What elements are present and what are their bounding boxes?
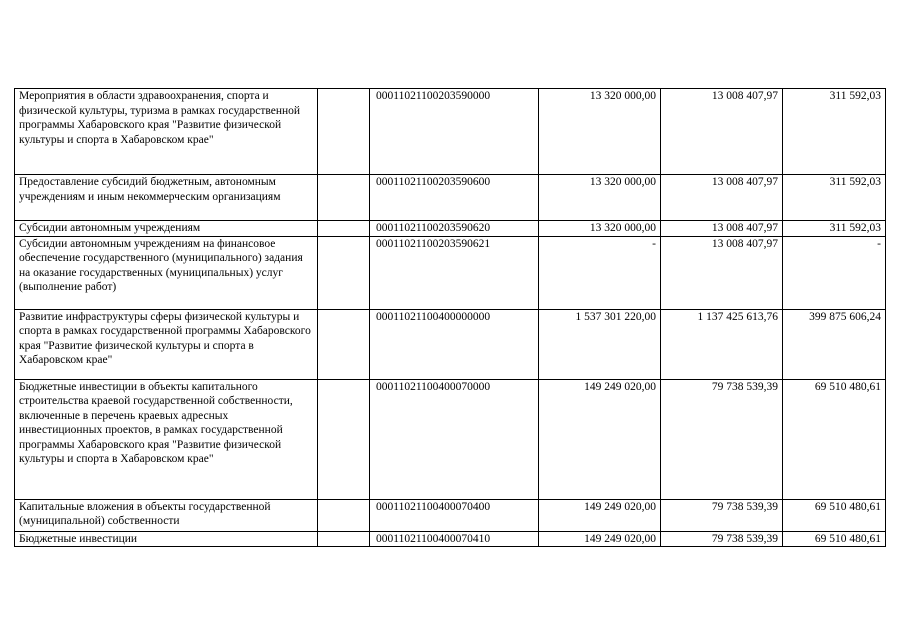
- remaining-amount-cell: 69 510 480,61: [783, 379, 886, 499]
- row-code-cell: 00011021100400070410: [370, 531, 539, 547]
- row-name-cell: Развитие инфраструктуры сферы физической культуры и спорта в рамках государственной программы Хабаровского края "Развитие физической культуры и спорта в Хабаровском крае": [15, 309, 318, 379]
- row-name-cell: Бюджетные инвестиции: [15, 531, 318, 547]
- table-row: [15, 175, 886, 221]
- empty-cell: [318, 379, 370, 499]
- row-name-cell: Бюджетные инвестиции в объекты капитального строительства краевой государственной собственности, включенные в перечень краевых адресных инвестиционных проектов, в рамках государственной программы Хабаровского края "Развитие физической культуры и спорта в Хабаровском крае": [15, 379, 318, 499]
- row-name-cell: Мероприятия в области здравоохранения, спорта и физической культуры, туризма в рамках государственной программы Хабаровского края "Развитие физической культуры и спорта в Хабаровском крае": [15, 89, 318, 175]
- approved-amount-cell: 149 249 020,00: [539, 379, 661, 499]
- remaining-amount-cell: 311 592,03: [783, 221, 886, 237]
- approved-amount-cell: 13 320 000,00: [539, 221, 661, 237]
- approved-amount-cell: 149 249 020,00: [539, 531, 661, 547]
- row-name-cell: Капитальные вложения в объекты государственной (муниципальной) собственности: [15, 499, 318, 531]
- empty-cell: [318, 499, 370, 531]
- row-code-cell: 00011021100203590600: [370, 175, 539, 221]
- table-row: [15, 499, 886, 531]
- row-name-cell: Предоставление субсидий бюджетным, автономным учреждениям и иным некоммерческим организациям: [15, 175, 318, 221]
- executed-amount-cell: 13 008 407,97: [661, 175, 783, 221]
- remaining-amount-cell: -: [783, 236, 886, 309]
- approved-amount-cell: 149 249 020,00: [539, 499, 661, 531]
- executed-amount-cell: 13 008 407,97: [661, 236, 783, 309]
- budget-execution-table: [14, 88, 886, 547]
- empty-cell: [318, 221, 370, 237]
- table-row: [15, 221, 886, 237]
- table-row: [15, 379, 886, 499]
- empty-cell: [318, 236, 370, 309]
- executed-amount-cell: 13 008 407,97: [661, 221, 783, 237]
- executed-amount-cell: 79 738 539,39: [661, 531, 783, 547]
- executed-amount-cell: 79 738 539,39: [661, 379, 783, 499]
- executed-amount-cell: 13 008 407,97: [661, 89, 783, 175]
- row-code-cell: 00011021100400070000: [370, 379, 539, 499]
- remaining-amount-cell: 69 510 480,61: [783, 499, 886, 531]
- remaining-amount-cell: 69 510 480,61: [783, 531, 886, 547]
- empty-cell: [318, 531, 370, 547]
- row-code-cell: 00011021100400000000: [370, 309, 539, 379]
- table-row: [15, 531, 886, 547]
- empty-cell: [318, 89, 370, 175]
- remaining-amount-cell: 311 592,03: [783, 89, 886, 175]
- approved-amount-cell: 13 320 000,00: [539, 89, 661, 175]
- row-name-cell: Субсидии автономным учреждениям на финансовое обеспечение государственного (муниципального) задания на оказание государственных (муниципальных) услуг (выполнение работ): [15, 236, 318, 309]
- remaining-amount-cell: 399 875 606,24: [783, 309, 886, 379]
- row-code-cell: 00011021100400070400: [370, 499, 539, 531]
- table-row: [15, 89, 886, 175]
- empty-cell: [318, 309, 370, 379]
- executed-amount-cell: 79 738 539,39: [661, 499, 783, 531]
- row-code-cell: 00011021100203590000: [370, 89, 539, 175]
- table-row: [15, 236, 886, 309]
- row-code-cell: 00011021100203590620: [370, 221, 539, 237]
- table-row: [15, 309, 886, 379]
- executed-amount-cell: 1 137 425 613,76: [661, 309, 783, 379]
- empty-cell: [318, 175, 370, 221]
- approved-amount-cell: 13 320 000,00: [539, 175, 661, 221]
- approved-amount-cell: 1 537 301 220,00: [539, 309, 661, 379]
- row-name-cell: Субсидии автономным учреждениям: [15, 221, 318, 237]
- row-code-cell: 00011021100203590621: [370, 236, 539, 309]
- approved-amount-cell: -: [539, 236, 661, 309]
- remaining-amount-cell: 311 592,03: [783, 175, 886, 221]
